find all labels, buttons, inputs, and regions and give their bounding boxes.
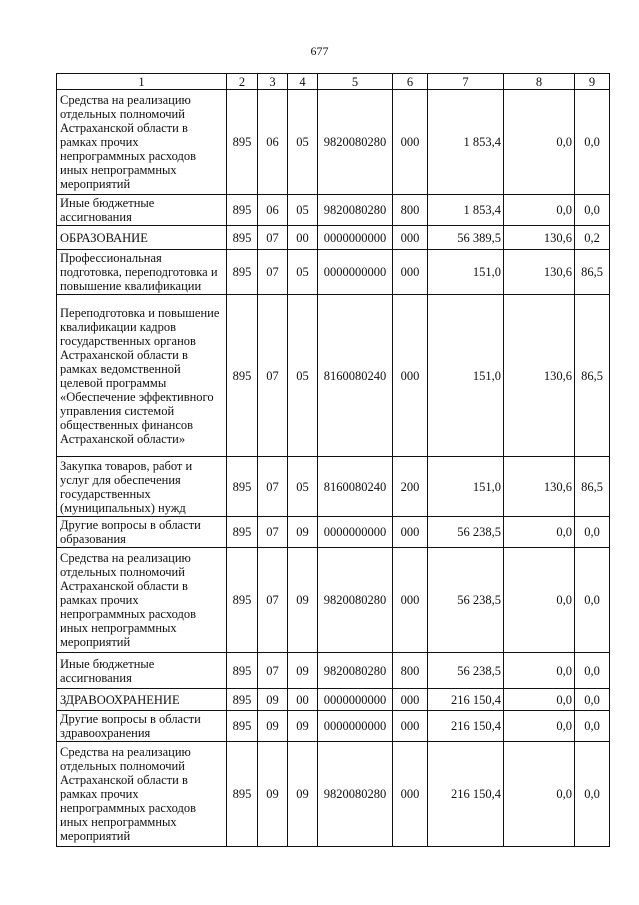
amount-col8: 130,6: [504, 250, 575, 295]
ministry-code: 895: [227, 653, 258, 689]
amount-col8: 0,0: [504, 689, 575, 711]
expense-type-code: 000: [393, 250, 428, 295]
target-code: 9820080280: [318, 653, 393, 689]
target-code: 8160080240: [318, 457, 393, 517]
subsection-code: 09: [288, 653, 318, 689]
subsection-code: 05: [288, 295, 318, 457]
row-name: Профессиональная подготовка, переподготовка и повышение квалификации: [57, 250, 227, 295]
target-code: 8160080240: [318, 295, 393, 457]
table-row: [57, 548, 610, 653]
ministry-code: 895: [227, 711, 258, 742]
section-code: 07: [258, 653, 288, 689]
amount-col7: 56 238,5: [428, 653, 504, 689]
ministry-code: 895: [227, 517, 258, 548]
target-code: 9820080280: [318, 90, 393, 195]
amount-col7: 56 238,5: [428, 548, 504, 653]
amount-col9: 0,0: [575, 742, 610, 847]
amount-col7: 216 150,4: [428, 742, 504, 847]
amount-col9: 86,5: [575, 457, 610, 517]
expense-type-code: 200: [393, 457, 428, 517]
section-code: 07: [258, 548, 288, 653]
amount-col8: 0,0: [504, 90, 575, 195]
subsection-code: 09: [288, 517, 318, 548]
table-row: [57, 457, 610, 517]
section-code: 09: [258, 711, 288, 742]
column-header: 7: [428, 74, 504, 90]
subsection-code: 05: [288, 195, 318, 226]
amount-col8: 0,0: [504, 517, 575, 548]
ministry-code: 895: [227, 195, 258, 226]
row-name: ОБРАЗОВАНИЕ: [57, 226, 227, 250]
target-code: 0000000000: [318, 711, 393, 742]
section-code: 07: [258, 250, 288, 295]
expense-type-code: 000: [393, 711, 428, 742]
column-header: 8: [504, 74, 575, 90]
table-row: [57, 250, 610, 295]
target-code: 0000000000: [318, 689, 393, 711]
expense-type-code: 000: [393, 90, 428, 195]
expense-type-code: 800: [393, 653, 428, 689]
expense-type-code: 000: [393, 689, 428, 711]
row-name: Закупка товаров, работ и услуг для обеспечения государственных (муниципальных) нужд: [57, 457, 227, 517]
target-code: 0000000000: [318, 250, 393, 295]
amount-col9: 0,0: [575, 548, 610, 653]
column-header: 6: [393, 74, 428, 90]
budget-table: [56, 73, 610, 847]
amount-col9: 0,0: [575, 517, 610, 548]
table-row: [57, 653, 610, 689]
subsection-code: 09: [288, 548, 318, 653]
amount-col7: 216 150,4: [428, 689, 504, 711]
ministry-code: 895: [227, 742, 258, 847]
column-header: 3: [258, 74, 288, 90]
subsection-code: 00: [288, 689, 318, 711]
amount-col9: 0,0: [575, 195, 610, 226]
table-row: [57, 689, 610, 711]
amount-col9: 0,0: [575, 653, 610, 689]
amount-col7: 1 853,4: [428, 195, 504, 226]
amount-col9: 0,0: [575, 689, 610, 711]
amount-col7: 56 389,5: [428, 226, 504, 250]
amount-col7: 151,0: [428, 295, 504, 457]
ministry-code: 895: [227, 250, 258, 295]
row-name: Иные бюджетные ассигнования: [57, 195, 227, 226]
section-code: 09: [258, 689, 288, 711]
row-name: Другие вопросы в области здравоохранения: [57, 711, 227, 742]
subsection-code: 05: [288, 250, 318, 295]
expense-type-code: 000: [393, 742, 428, 847]
subsection-code: 05: [288, 90, 318, 195]
amount-col8: 0,0: [504, 742, 575, 847]
subsection-code: 09: [288, 711, 318, 742]
expense-type-code: 000: [393, 517, 428, 548]
amount-col9: 0,2: [575, 226, 610, 250]
section-code: 07: [258, 226, 288, 250]
table-header-row: [57, 74, 610, 90]
target-code: 9820080280: [318, 195, 393, 226]
expense-type-code: 000: [393, 226, 428, 250]
amount-col7: 56 238,5: [428, 517, 504, 548]
target-code: 9820080280: [318, 742, 393, 847]
amount-col7: 216 150,4: [428, 711, 504, 742]
amount-col7: 151,0: [428, 457, 504, 517]
amount-col8: 0,0: [504, 195, 575, 226]
target-code: 0000000000: [318, 226, 393, 250]
section-code: 09: [258, 742, 288, 847]
ministry-code: 895: [227, 689, 258, 711]
table-row: [57, 295, 610, 457]
row-name: Переподготовка и повышение квалификации кадров государственных органов Астраханской области в рамках ведомственной целевой программы «Обеспечение эффективного управления системой общественных финансов Астраханской области»: [57, 295, 227, 457]
expense-type-code: 000: [393, 548, 428, 653]
section-code: 07: [258, 295, 288, 457]
ministry-code: 895: [227, 457, 258, 517]
row-name: Другие вопросы в области образования: [57, 517, 227, 548]
subsection-code: 00: [288, 226, 318, 250]
ministry-code: 895: [227, 90, 258, 195]
amount-col8: 130,6: [504, 457, 575, 517]
ministry-code: 895: [227, 295, 258, 457]
section-code: 07: [258, 517, 288, 548]
amount-col8: 130,6: [504, 226, 575, 250]
amount-col9: 0,0: [575, 711, 610, 742]
expense-type-code: 800: [393, 195, 428, 226]
page-number: 677: [310, 44, 329, 58]
amount-col9: 86,5: [575, 295, 610, 457]
row-name: Средства на реализацию отдельных полномочий Астраханской области в рамках прочих непрограммных расходов иных непрограммных мероприятий: [57, 548, 227, 653]
column-header: 2: [227, 74, 258, 90]
amount-col8: 0,0: [504, 548, 575, 653]
amount-col8: 130,6: [504, 295, 575, 457]
amount-col8: 0,0: [504, 711, 575, 742]
section-code: 07: [258, 457, 288, 517]
amount-col9: 86,5: [575, 250, 610, 295]
expense-type-code: 000: [393, 295, 428, 457]
column-header: 1: [57, 74, 227, 90]
row-name: ЗДРАВООХРАНЕНИЕ: [57, 689, 227, 711]
ministry-code: 895: [227, 226, 258, 250]
column-header: 5: [318, 74, 393, 90]
target-code: 0000000000: [318, 517, 393, 548]
column-header: 4: [288, 74, 318, 90]
table-row: [57, 711, 610, 742]
target-code: 9820080280: [318, 548, 393, 653]
table-row: [57, 90, 610, 195]
amount-col7: 151,0: [428, 250, 504, 295]
table-row: [57, 195, 610, 226]
table-row: [57, 517, 610, 548]
section-code: 06: [258, 90, 288, 195]
table-row: [57, 226, 610, 250]
column-header: 9: [575, 74, 610, 90]
row-name: Средства на реализацию отдельных полномочий Астраханской области в рамках прочих непрограммных расходов иных непрограммных мероприятий: [57, 90, 227, 195]
amount-col9: 0,0: [575, 90, 610, 195]
amount-col8: 0,0: [504, 653, 575, 689]
amount-col7: 1 853,4: [428, 90, 504, 195]
subsection-code: 09: [288, 742, 318, 847]
row-name: Иные бюджетные ассигнования: [57, 653, 227, 689]
subsection-code: 05: [288, 457, 318, 517]
row-name: Средства на реализацию отдельных полномочий Астраханской области в рамках прочих непрограммных расходов иных непрограммных мероприятий: [57, 742, 227, 847]
section-code: 06: [258, 195, 288, 226]
table-row: [57, 742, 610, 847]
ministry-code: 895: [227, 548, 258, 653]
